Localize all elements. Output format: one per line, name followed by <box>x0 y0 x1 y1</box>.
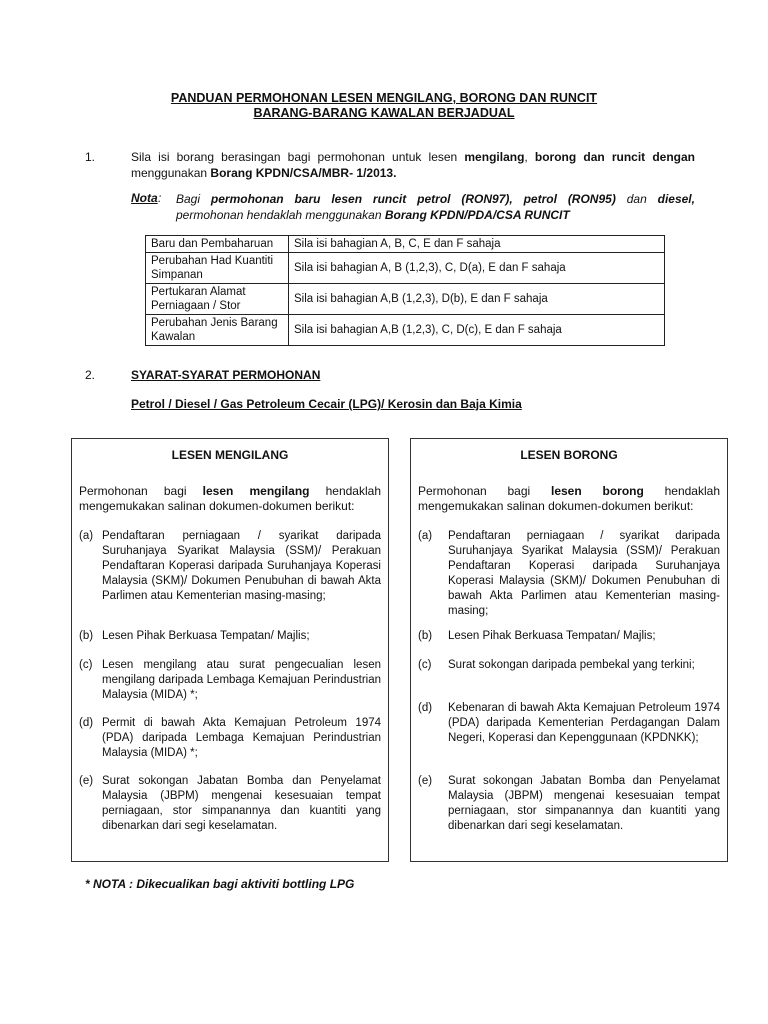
lesen-borong-intro: Permohonan bagi lesen borong hendaklah mengemukakan salinan dokumen-dokumen berikut: <box>418 484 720 513</box>
item-label: (a) <box>418 530 433 542</box>
item-text: Surat sokongan Jabatan Bomba dan Penyelamat Malaysia (JBPM) mengenai kesesuaian tempat perniagaan, stor simpanannya dan kuantiti yang dibenarkan dari segi keselamatan. <box>102 775 381 832</box>
item-text: Kebenaran di bawah Akta Kemajuan Petroleum 1974 (PDA) daripada Kementerian Perdagangan Dalam Negeri, Koperasi dan Kepenggunaan (KPDNKK); <box>448 702 720 744</box>
document-title-line1: PANDUAN PERMOHONAN LESEN MENGILANG, BORONG DAN RUNCIT <box>170 91 598 105</box>
item-label: (b) <box>418 630 433 642</box>
table-cell-instruction: Sila isi bahagian A,B (1,2,3), C, D(c), E dan F sahaja <box>289 315 665 346</box>
document-title-line2: BARANG-BARANG KAWALAN BERJADUAL <box>253 106 515 120</box>
item-label: (b) <box>79 630 94 642</box>
nota-colon: : <box>158 191 162 205</box>
nota-text: Bagi permohonan baru lesen runcit petrol (RON97), petrol (RON95) dan diesel, permohonan hendaklah menggunakan Borang KPDN/PDA/CSA RUNCIT <box>176 192 695 222</box>
item-label: (d) <box>418 702 433 714</box>
section1-number: 1. <box>85 150 96 164</box>
item-label: (e) <box>418 775 433 787</box>
lesen-borong-title: LESEN BORONG <box>520 448 618 462</box>
table-cell-type: Perubahan Had Kuantiti Simpanan <box>146 253 289 284</box>
footnote-nota: * NOTA : Dikecualikan bagi aktiviti bottling LPG <box>85 877 355 891</box>
table-row <box>146 236 665 253</box>
nota-label: Nota <box>131 191 158 205</box>
table-cell-type: Perubahan Jenis Barang Kawalan <box>146 315 289 346</box>
item-text: Surat sokongan Jabatan Bomba dan Penyelamat Malaysia (JBPM) mengenai kesesuaian tempat perniagaan, stor simpanannya dan kuantiti yang dibenarkan dari segi keselamatan. <box>448 775 720 832</box>
table-row <box>146 253 665 284</box>
section2-number: 2. <box>85 368 96 382</box>
item-label: (c) <box>79 659 93 671</box>
item-text: Lesen Pihak Berkuasa Tempatan/ Majlis; <box>102 630 310 642</box>
section1-paragraph: Sila isi borang berasingan bagi permohonan untuk lesen mengilang, borong dan runcit dengan menggunakan Borang KPDN/CSA/MBR- 1/2013. <box>131 150 695 180</box>
section2-heading: SYARAT-SYARAT PERMOHONAN <box>131 368 321 382</box>
table-row <box>146 315 665 346</box>
application-type-table <box>145 235 665 346</box>
lesen-borong-box <box>410 438 728 862</box>
table-cell-instruction: Sila isi bahagian A, B (1,2,3), C, D(a), E dan F sahaja <box>289 253 665 284</box>
item-text: Pendaftaran perniagaan / syarikat daripada Suruhanjaya Syarikat Malaysia (SSM)/ Perakuan Pendaftaran Koperasi daripada Suruhanjaya Koperasi Malaysia (SKM)/ Dokumen Penubuhan di bawah Akta Parlimen atau Kementerian masing-masing; <box>448 530 720 617</box>
item-label: (a) <box>79 530 94 542</box>
item-label: (d) <box>79 717 94 729</box>
lesen-mengilang-intro: Permohonan bagi lesen mengilang hendaklah mengemukakan salinan dokumen-dokumen berikut: <box>79 484 381 513</box>
table-cell-instruction: Sila isi bahagian A, B, C, E dan F sahaja <box>289 236 665 253</box>
table-cell-type: Baru dan Pembaharuan <box>146 236 289 253</box>
table-row <box>146 284 665 315</box>
item-text: Pendaftaran perniagaan / syarikat daripada Suruhanjaya Syarikat Malaysia (SSM)/ Perakuan Pendaftaran Koperasi daripada Suruhanjaya Koperasi Malaysia (SKM)/ Dokumen Penubuhan di bawah Akta Parlimen atau Kementerian masing-masing; <box>102 530 381 602</box>
lesen-mengilang-box <box>71 438 389 862</box>
item-text: Surat sokongan daripada pembekal yang terkini; <box>448 659 695 671</box>
item-text: Permit di bawah Akta Kemajuan Petroleum 1974 (PDA) daripada Lembaga Kemajuan Perindustrian Malaysia (MIDA) *; <box>102 717 381 759</box>
table-cell-type: Pertukaran Alamat Perniagaan / Stor <box>146 284 289 315</box>
table-cell-instruction: Sila isi bahagian A,B (1,2,3), D(b), E dan F sahaja <box>289 284 665 315</box>
item-text: Lesen Pihak Berkuasa Tempatan/ Majlis; <box>448 630 656 642</box>
item-text: Lesen mengilang atau surat pengecualian lesen mengilang daripada Lembaga Kemajuan Perindustrian Malaysia (MIDA) *; <box>102 659 381 701</box>
lesen-mengilang-title: LESEN MENGILANG <box>171 448 289 462</box>
item-label: (c) <box>418 659 432 671</box>
section2-subheading: Petrol / Diesel / Gas Petroleum Cecair (LPG)/ Kerosin dan Baja Kimia <box>131 397 522 411</box>
item-label: (e) <box>79 775 94 787</box>
